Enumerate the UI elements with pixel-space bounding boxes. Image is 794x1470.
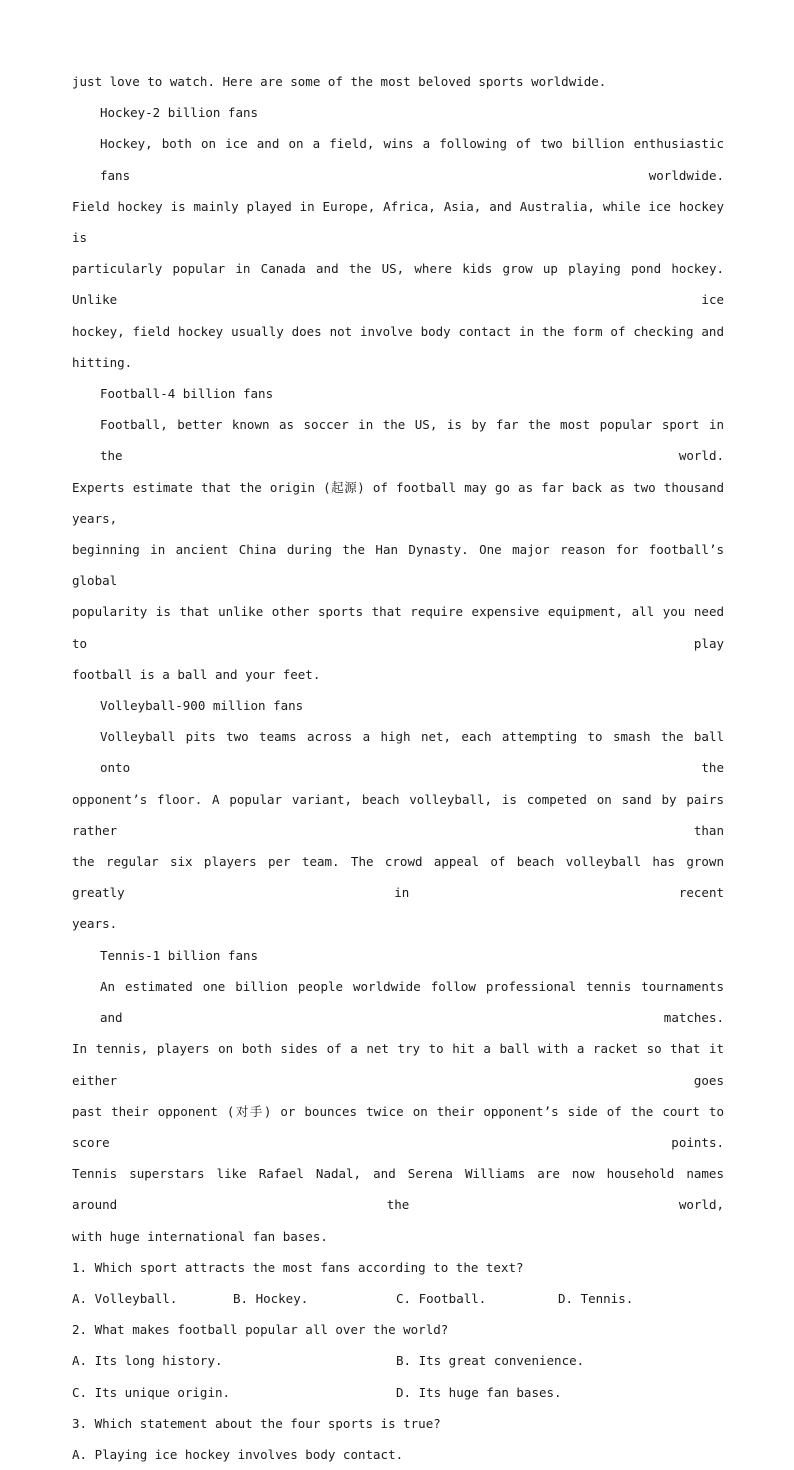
paragraph-line: Experts estimate that the origin (起源) of football may go as far back as two thousand years,	[72, 479, 724, 526]
paragraph-line: Hockey, both on ice and on a field, wins a following of two billion enthusiastic fans worldwide.	[100, 136, 724, 183]
paragraph-line: Volleyball pits two teams across a high net, each attempting to smash the ball onto the	[100, 729, 724, 776]
paragraph-line: hockey, field hockey usually does not involve body contact in the form of checking and hitting.	[72, 323, 724, 370]
paragraph-line: Football, better known as soccer in the US, is by far the most popular sport in the world.	[100, 417, 724, 464]
paragraph-line: with huge international fan bases.	[72, 1228, 328, 1244]
section-heading-hockey: Hockey-2 billion fans	[100, 105, 259, 121]
document-page	[72, 66, 724, 1470]
question-1	[72, 1252, 724, 1314]
intro-text: just love to watch. Here are some of the most beloved sports worldwide.	[72, 74, 607, 89]
question-2	[72, 1314, 724, 1408]
section-tennis	[72, 940, 724, 1252]
paragraph-line: In tennis, players on both sides of a net try to hit a ball with a racket so that it either goes	[72, 1041, 724, 1088]
option-d: D. Tennis.	[558, 1290, 634, 1306]
option-b: B. Hockey.	[233, 1290, 309, 1306]
paragraph-line: Field hockey is mainly played in Europe, Africa, Asia, and Australia, while ice hockey is	[72, 198, 724, 246]
paragraph-line: opponent’s floor. A popular variant, beach volleyball, is competed on sand by pairs rather than	[72, 791, 724, 838]
section-hockey	[72, 97, 724, 378]
paragraph-line: past their opponent (对手) or bounces twice on their opponent’s side of the court to score points.	[72, 1103, 724, 1150]
paragraph-line: Tennis superstars like Rafael Nadal, and Serena Williams are now household names around the world,	[72, 1166, 724, 1213]
paragraph-line: years.	[72, 916, 118, 932]
option-row	[72, 1283, 724, 1314]
option-d: D. Its huge fan bases.	[396, 1384, 562, 1400]
section-volleyball	[72, 690, 724, 940]
option-a: A. Volleyball.	[72, 1290, 178, 1306]
option-row	[72, 1377, 724, 1408]
question-stem: 3. Which statement about the four sports is true?	[72, 1415, 441, 1431]
paragraph-line: beginning in ancient China during the Han Dynasty. One major reason for football’s global	[72, 542, 724, 589]
paragraph-line: the regular six players per team. The crowd appeal of beach volleyball has grown greatly in recent	[72, 854, 724, 901]
option-a: A. Playing ice hockey involves body contact.	[72, 1446, 404, 1462]
question-stem: 2. What makes football popular all over the world?	[72, 1322, 449, 1338]
section-heading-tennis: Tennis-1 billion fans	[100, 947, 259, 963]
section-heading-football: Football-4 billion fans	[100, 386, 274, 402]
question-stem: 1. Which sport attracts the most fans according to the text?	[72, 1259, 524, 1275]
option-c: C. Its unique origin.	[72, 1384, 231, 1400]
option-a: A. Its long history.	[72, 1353, 223, 1369]
paragraph-line: popularity is that unlike other sports that require expensive equipment, all you need to play	[72, 604, 724, 651]
paragraph-line: particularly popular in Canada and the US, where kids grow up playing pond hockey. Unlike ice	[72, 261, 724, 308]
paragraph-line: An estimated one billion people worldwide follow professional tennis tournaments and matches.	[100, 978, 724, 1026]
question-3	[72, 1408, 724, 1470]
option-c: C. Football.	[396, 1290, 487, 1306]
section-heading-volleyball: Volleyball-900 million fans	[100, 698, 304, 714]
section-football	[72, 378, 724, 690]
option-b: B. Its great convenience.	[396, 1353, 585, 1369]
option-row	[72, 1345, 724, 1376]
paragraph-line: football is a ball and your feet.	[72, 666, 321, 682]
